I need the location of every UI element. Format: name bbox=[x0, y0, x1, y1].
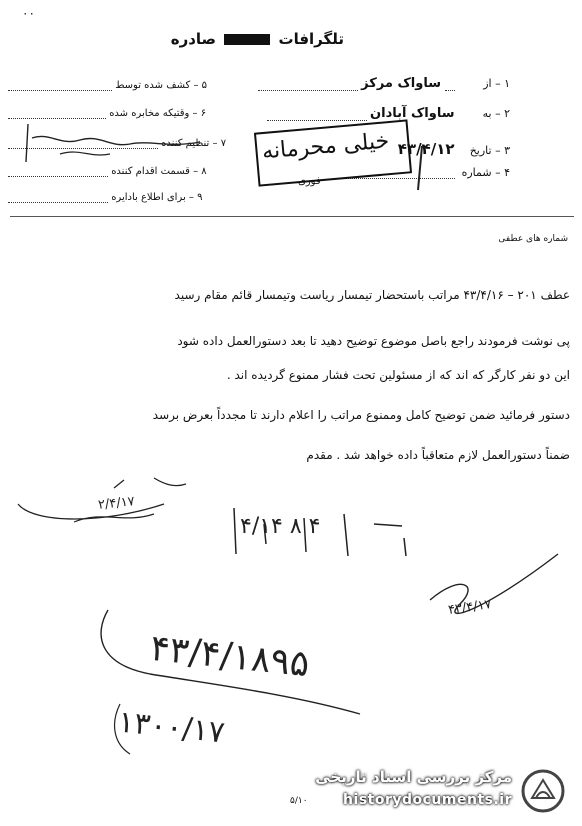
body-line-3: این دو نفر کارگر که اند که از مسئولین تحت فشار ممنوع گردیده اند . bbox=[226, 368, 570, 382]
field-number-label: ۴ – شماره bbox=[461, 166, 510, 179]
handwritten-date-3: ۴۳/۴/۱۷ bbox=[447, 597, 493, 618]
field-decoded-by-label: ۵ – کشف شده توسط bbox=[115, 80, 207, 91]
handwritten-large-note bbox=[90, 604, 370, 774]
body-line-5: ضمناً دستورالعمل لازم متعاقباً داده خواهد شد . مقدم bbox=[306, 448, 570, 462]
watermark-url: historydocuments.ir bbox=[343, 792, 512, 808]
field-sent-time-label: ۶ – وقتیکه مخابره شده bbox=[109, 108, 207, 119]
field-action-section-label: ۸ – قسمت اقدام کننده bbox=[111, 166, 207, 177]
watermark-title: مرکز بررسی اسناد تاریخی bbox=[315, 768, 512, 786]
confidential-stamp-text: خیلی محرمانه bbox=[261, 128, 391, 165]
field-date-value: ۴۳/۴/۱۲ bbox=[397, 140, 455, 158]
handwritten-date-1: ۲/۴/۱۷ bbox=[97, 494, 136, 513]
field-composer-label: ۷ – تنظیم کننده bbox=[161, 138, 227, 149]
corner-number: ۵/۱۰ bbox=[290, 796, 308, 806]
document-title bbox=[171, 30, 344, 48]
field-for-info bbox=[8, 192, 202, 203]
body-line-4: دستور فرمائید ضمن توضیح کامل وممنوع مراتب را اعلام دارند تا مجدداً بعرض برسد bbox=[152, 408, 570, 422]
urgent-label: فوری bbox=[298, 176, 321, 187]
handwritten-signature-right bbox=[420, 544, 570, 644]
field-date-label: ۳ – تاریخ bbox=[469, 144, 510, 157]
body-line-1: عطف ۲۰۱ – ۴۳/۴/۱۶ مراتب باستحضار تیمسار ریاست وتیمسار قائم مقام رسید bbox=[174, 288, 570, 302]
body-line-2: پی نوشت فرمودند راجع باصل موضوع توضیح دهید تا بعد دستورالعمل داده شود bbox=[177, 334, 570, 348]
field-from bbox=[258, 76, 510, 91]
field-to-label: ۲ – به bbox=[482, 107, 510, 120]
title-left: تلگرافات bbox=[278, 30, 344, 48]
field-to-value: ساواک آبادان bbox=[370, 106, 455, 121]
field-decoded-by bbox=[8, 80, 207, 91]
stamp-stroke bbox=[410, 144, 430, 194]
handwritten-number-5: ۱۳۰۰/۱۷ bbox=[116, 704, 227, 751]
watermark-logo-icon bbox=[520, 768, 566, 814]
field-from-label: ۱ – از bbox=[483, 77, 510, 90]
redaction-block bbox=[224, 34, 270, 45]
reference-numbers-label: شماره های عطفی bbox=[498, 234, 568, 244]
field-to bbox=[267, 106, 510, 121]
top-mark: ٠٠ bbox=[22, 6, 35, 20]
title-right: صادره bbox=[170, 30, 217, 48]
field-for-info-label: ۹ – برای اطلاع بادایره bbox=[111, 192, 203, 203]
header-divider bbox=[10, 216, 574, 217]
composer-signature bbox=[20, 118, 220, 168]
handwritten-number-4: ۴۳/۴/۱۸۹۵ bbox=[148, 627, 312, 686]
field-from-value: ساواک مرکز bbox=[361, 76, 441, 91]
handwritten-number-2: ۴/۱۴ ۸ ۴ bbox=[240, 514, 321, 539]
watermark bbox=[290, 764, 572, 820]
